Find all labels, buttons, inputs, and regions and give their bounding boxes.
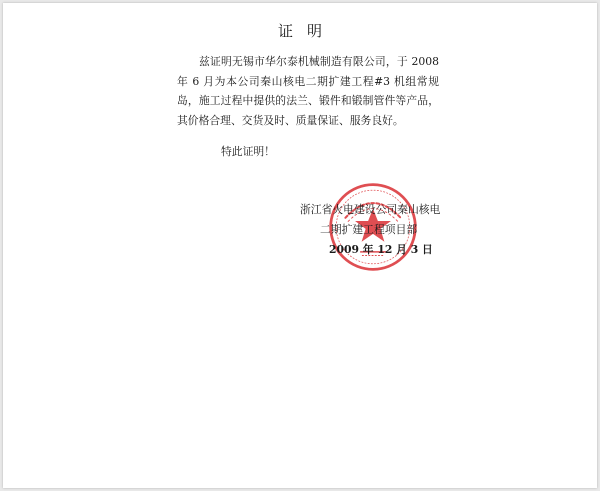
closing-statement: 特此证明！ — [221, 145, 275, 158]
document-title: 证明 — [277, 22, 336, 40]
signature-date: 2009 年 12 月 3 日 — [329, 243, 433, 256]
document-body: 兹证明无锡市华尔泰机械制造有限公司，于 2008 年 6 月为本公司秦山核电二期扩建工程#3 机组常规岛，施工过程中提供的法兰、锻件和锻制管件等产品，其价格合理、交货及时、质量保证、服务良好。 — [177, 55, 439, 127]
signature-organization-line2: 二期扩建工程项目部 — [320, 223, 418, 236]
certificate-page — [3, 3, 597, 488]
signature-organization-line1: 浙江省火电建设公司秦山核电 — [300, 203, 441, 216]
